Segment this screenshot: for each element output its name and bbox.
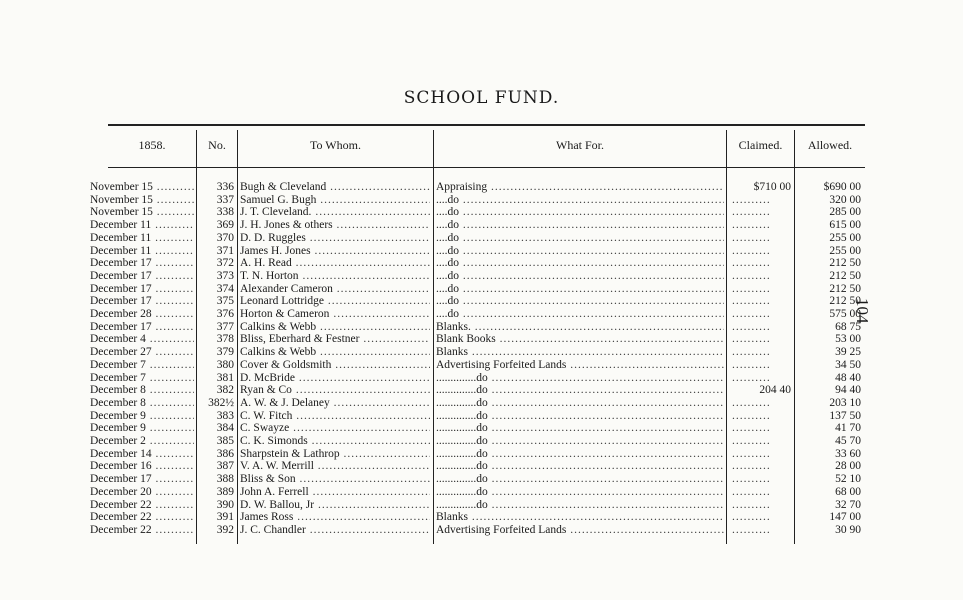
- row-purpose: ..............do .....: [436, 372, 724, 385]
- row-payee: J. H. Jones & others .....: [240, 219, 430, 232]
- row-allowed: 203 10: [829, 396, 861, 409]
- claimed-leader-dots: ..........: [732, 435, 771, 447]
- row-allowed: 320 00: [829, 193, 861, 206]
- row-purpose: ....do .....: [436, 270, 724, 283]
- row-allowed: 41 70: [835, 422, 861, 435]
- row-date: December 9 .....: [90, 422, 194, 435]
- claimed-leader-dots: ..........: [732, 206, 771, 219]
- row-number: 374: [216, 282, 234, 295]
- row-number: 383: [216, 409, 234, 422]
- row-allowed: 255 00: [829, 244, 861, 257]
- row-number: 376: [216, 308, 234, 320]
- row-allowed: 212 50: [829, 269, 861, 282]
- claimed-leader-dots: ..........: [732, 231, 771, 244]
- row-allowed: 68 00: [835, 485, 861, 498]
- row-payee: James H. Jones .....: [240, 245, 430, 258]
- row-date: December 9 .....: [90, 410, 194, 423]
- row-purpose: ....do .....: [436, 194, 724, 207]
- row-allowed: 285 00: [829, 206, 861, 219]
- row-date: December 17 .....: [90, 473, 194, 486]
- claimed-leader-dots: ..........: [732, 257, 771, 270]
- claimed-leader-dots: ..........: [732, 485, 771, 498]
- claimed-leader-dots: ..........: [732, 396, 771, 409]
- claimed-leader-dots: ..........: [732, 358, 771, 371]
- table-row: [0, 206, 963, 219]
- table-row: [0, 435, 963, 448]
- row-purpose: Appraising .....: [436, 181, 724, 194]
- row-date: December 22 .....: [90, 511, 194, 524]
- table-row: [0, 397, 963, 410]
- row-allowed: 52 10: [835, 473, 861, 486]
- row-purpose: ....do .....: [436, 219, 724, 232]
- table-row: [0, 486, 963, 499]
- row-date: December 11 .....: [90, 245, 194, 258]
- row-purpose: Advertising Forfeited Lands .....: [436, 524, 724, 537]
- row-payee: C. W. Fitch .....: [240, 410, 430, 423]
- table-row: [0, 194, 963, 207]
- row-number: 338: [216, 206, 234, 219]
- row-number: 379: [216, 346, 234, 359]
- table-row: [0, 308, 963, 321]
- claimed-leader-dots: ..........: [732, 371, 771, 384]
- row-allowed: 575 00: [829, 308, 861, 320]
- row-date: December 22 .....: [90, 499, 194, 512]
- row-allowed: 45 70: [835, 435, 861, 447]
- row-date: December 16 .....: [90, 460, 194, 473]
- row-payee: Ryan & Co .....: [240, 384, 430, 397]
- table-row: [0, 473, 963, 486]
- claimed-leader-dots: ..........: [732, 193, 771, 206]
- row-date: December 17 .....: [90, 257, 194, 270]
- row-date: December 8 .....: [90, 397, 194, 410]
- row-number: 378: [216, 333, 234, 346]
- row-date: December 7 .....: [90, 372, 194, 385]
- claimed-leader-dots: ..........: [732, 308, 771, 320]
- claimed-leader-dots: ..........: [732, 295, 771, 308]
- row-payee: Calkins & Webb .....: [240, 346, 430, 359]
- row-date: December 8 .....: [90, 384, 194, 397]
- row-number: 371: [216, 244, 234, 257]
- row-number: 389: [216, 485, 234, 498]
- row-payee: James Ross .....: [240, 511, 430, 524]
- claimed-leader-dots: ..........: [732, 282, 771, 295]
- row-allowed: 53 00: [835, 333, 861, 346]
- claimed-leader-dots: ..........: [732, 244, 771, 257]
- row-date: December 28 .....: [90, 308, 194, 321]
- row-allowed: 94 40: [835, 384, 861, 397]
- row-purpose: ....do .....: [436, 308, 724, 321]
- claimed-leader-dots: ..........: [732, 473, 771, 486]
- row-payee: Samuel G. Bugh .....: [240, 194, 430, 207]
- row-number: 381: [216, 371, 234, 384]
- claimed-leader-dots: ..........: [732, 422, 771, 435]
- table-row: [0, 270, 963, 283]
- claimed-leader-dots: ..........: [732, 523, 771, 536]
- row-allowed: 212 50: [829, 295, 861, 308]
- row-number: 387: [216, 460, 234, 473]
- row-allowed: 39 25: [835, 346, 861, 359]
- header-bottom-rule: [108, 167, 865, 168]
- row-purpose: Advertising Forfeited Lands .....: [436, 359, 724, 372]
- row-payee: A. H. Read .....: [240, 257, 430, 270]
- claimed-leader-dots: ..........: [732, 498, 771, 511]
- row-payee: Alexander Cameron .....: [240, 283, 430, 296]
- table-row: [0, 321, 963, 334]
- table-row: [0, 460, 963, 473]
- row-allowed: 137 50: [829, 409, 861, 422]
- row-payee: A. W. & J. Delaney .....: [240, 397, 430, 410]
- row-number: 370: [216, 231, 234, 244]
- row-number: 375: [216, 295, 234, 308]
- page-title: SCHOOL FUND.: [403, 88, 560, 108]
- row-purpose: ..............do .....: [436, 435, 724, 448]
- row-number: 369: [216, 219, 234, 232]
- row-purpose: ....do .....: [436, 232, 724, 245]
- row-date: December 17 .....: [90, 321, 194, 334]
- row-date: December 20 .....: [90, 486, 194, 499]
- row-purpose: Blanks. .....: [436, 321, 724, 334]
- row-allowed: 30 90: [835, 523, 861, 536]
- row-payee: Cover & Goldsmith .....: [240, 359, 430, 372]
- row-number: 391: [216, 511, 234, 524]
- row-date: November 15 .....: [90, 194, 194, 207]
- row-allowed: $690 00: [823, 181, 861, 193]
- row-number: 386: [216, 447, 234, 460]
- claimed-leader-dots: ..........: [732, 219, 771, 232]
- table-row: [0, 245, 963, 258]
- row-number: 392: [216, 523, 234, 536]
- row-number: 377: [216, 320, 234, 333]
- row-payee: C. K. Simonds .....: [240, 435, 430, 448]
- row-allowed: 32 70: [835, 498, 861, 511]
- row-purpose: ..............do .....: [436, 448, 724, 461]
- row-purpose: ..............do .....: [436, 422, 724, 435]
- row-number: 382: [216, 384, 234, 397]
- table-row: [0, 333, 963, 346]
- row-date: December 17 .....: [90, 283, 194, 296]
- row-payee: Sharpstein & Lathrop .....: [240, 448, 430, 461]
- row-date: November 15 .....: [90, 206, 194, 219]
- claimed-leader-dots: ..........: [732, 511, 771, 524]
- page-number: 104: [853, 298, 872, 324]
- claimed-leader-dots: ..........: [732, 269, 771, 282]
- row-number: 390: [216, 498, 234, 511]
- table-row: [0, 410, 963, 423]
- claimed-leader-dots: ..........: [732, 460, 771, 473]
- row-payee: T. N. Horton .....: [240, 270, 430, 283]
- claimed-leader-dots: ..........: [732, 320, 771, 333]
- row-payee: J. T. Cleveland. .....: [240, 206, 430, 219]
- row-purpose: ....do .....: [436, 283, 724, 296]
- table-row: [0, 524, 963, 537]
- row-claimed: 204 40: [759, 384, 791, 397]
- row-number: 373: [216, 269, 234, 282]
- row-allowed: 48 40: [835, 371, 861, 384]
- row-payee: V. A. W. Merrill .....: [240, 460, 430, 473]
- table-row: [0, 359, 963, 372]
- table-row: [0, 232, 963, 245]
- row-purpose: ..............do .....: [436, 384, 724, 397]
- row-number: 388: [216, 473, 234, 486]
- row-purpose: ..............do .....: [436, 473, 724, 486]
- row-purpose: ....do .....: [436, 257, 724, 270]
- row-payee: J. C. Chandler .....: [240, 524, 430, 537]
- row-purpose: ..............do .....: [436, 460, 724, 473]
- row-allowed: 68 75: [835, 320, 861, 333]
- row-date: December 11 .....: [90, 219, 194, 232]
- header-year: 1858.: [138, 138, 166, 152]
- row-purpose: Blanks .....: [436, 346, 724, 359]
- table-row: [0, 346, 963, 359]
- row-date: December 4 .....: [90, 333, 194, 346]
- row-payee: Bliss & Son .....: [240, 473, 430, 486]
- row-allowed: 28 00: [835, 460, 861, 473]
- row-payee: Horton & Cameron .....: [240, 308, 430, 321]
- row-purpose: ..............do .....: [436, 486, 724, 499]
- row-claimed: $710 00: [753, 181, 791, 193]
- row-payee: D. McBride .....: [240, 372, 430, 385]
- table-row: [0, 384, 963, 397]
- table-row: [0, 448, 963, 461]
- table-row: [0, 422, 963, 435]
- row-payee: C. Swayze .....: [240, 422, 430, 435]
- row-date: December 27 .....: [90, 346, 194, 359]
- row-payee: Calkins & Webb .....: [240, 321, 430, 334]
- row-purpose: ....do .....: [436, 295, 724, 308]
- table-row: [0, 181, 963, 194]
- row-number: 337: [216, 193, 234, 206]
- row-payee: John A. Ferrell .....: [240, 486, 430, 499]
- row-date: December 2 .....: [90, 435, 194, 448]
- table-row: [0, 295, 963, 308]
- row-payee: Bugh & Cleveland .....: [240, 181, 430, 194]
- row-number: 382½: [208, 396, 234, 409]
- row-payee: D. W. Ballou, Jr .....: [240, 499, 430, 512]
- claimed-leader-dots: ..........: [732, 447, 771, 460]
- claimed-leader-dots: ..........: [732, 409, 771, 422]
- table-row: [0, 499, 963, 512]
- row-purpose: ....do .....: [436, 206, 724, 219]
- row-date: December 11 .....: [90, 232, 194, 245]
- row-number: 385: [216, 435, 234, 447]
- claimed-leader-dots: ..........: [732, 333, 771, 346]
- header-claimed: Claimed.: [738, 138, 783, 152]
- table-row: [0, 219, 963, 232]
- row-allowed: 212 50: [829, 282, 861, 295]
- row-purpose: Blanks .....: [436, 511, 724, 524]
- row-allowed: 147 00: [829, 511, 861, 524]
- row-payee: Bliss, Eberhard & Festner .....: [240, 333, 430, 346]
- row-purpose: ..............do .....: [436, 410, 724, 423]
- table-row: [0, 257, 963, 270]
- header-no: No.: [208, 138, 226, 152]
- table-row: [0, 511, 963, 524]
- row-purpose: Blank Books .....: [436, 333, 724, 346]
- row-number: 380: [216, 358, 234, 371]
- row-number: 372: [216, 257, 234, 270]
- row-allowed: 615 00: [829, 219, 861, 232]
- row-allowed: 34 50: [835, 358, 861, 371]
- row-date: November 15 .....: [90, 181, 194, 194]
- table-row: [0, 372, 963, 385]
- header-to-whom: To Whom.: [310, 138, 361, 152]
- row-allowed: 33 60: [835, 447, 861, 460]
- row-number: 336: [216, 181, 234, 193]
- row-date: December 7 .....: [90, 359, 194, 372]
- row-number: 384: [216, 422, 234, 435]
- row-date: December 17 .....: [90, 295, 194, 308]
- row-purpose: ..............do .....: [436, 397, 724, 410]
- claimed-leader-dots: ..........: [732, 346, 771, 359]
- table-row: [0, 283, 963, 296]
- row-date: December 17 .....: [90, 270, 194, 283]
- row-payee: D. D. Ruggles .....: [240, 232, 430, 245]
- table-top-rule: [108, 124, 865, 126]
- row-date: December 22 .....: [90, 524, 194, 537]
- row-allowed: 255 00: [829, 231, 861, 244]
- row-allowed: 212 50: [829, 257, 861, 270]
- header-what-for: What For.: [556, 138, 604, 152]
- row-payee: Leonard Lottridge .....: [240, 295, 430, 308]
- row-purpose: ....do .....: [436, 245, 724, 258]
- row-purpose: ..............do .....: [436, 499, 724, 512]
- header-allowed: Allowed.: [807, 138, 853, 152]
- row-date: December 14 .....: [90, 448, 194, 461]
